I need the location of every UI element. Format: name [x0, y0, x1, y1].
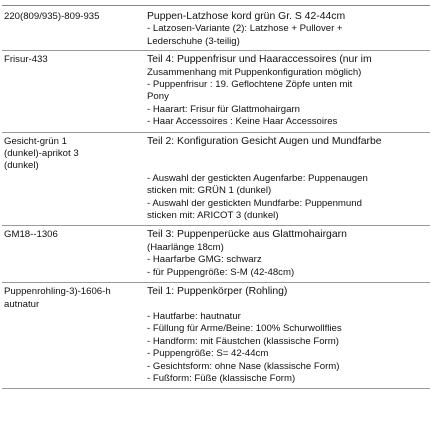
- article-code-line: autnatur: [4, 298, 40, 310]
- article-code-line: Puppenrohling-3)-1606-h: [4, 286, 111, 298]
- article-code-cell: [2, 54, 145, 128]
- article-code-cell: [2, 286, 145, 385]
- description-line: - Latzosen-Variante (2): Latzhose + Pullover +: [147, 23, 343, 35]
- description-line: - Haar Accessoires : Keine Haar Accessoires: [147, 116, 338, 128]
- description-line: - Haarart: Frisur für Glattmohairgarn: [147, 103, 301, 115]
- description-line: Teil 4: Puppenfrisur und Haaraccessoires (nur im: [147, 54, 372, 66]
- article-code-line: (dunkel)-aprikot 3: [4, 148, 79, 160]
- description-cell: [145, 11, 430, 48]
- description-line: Teil 2: Konfiguration Gesicht Augen und Mundfarbe: [147, 135, 382, 147]
- description-line: - Puppengröße: S= 42-44cm: [147, 348, 269, 360]
- description-line: - Handform: mit Fäustchen (klassische Form): [147, 335, 339, 347]
- description-line: - Puppenfrisur : 19. Geflochtene Zöpfe unten mit: [147, 79, 353, 91]
- article-code-line: GM18--1306: [4, 229, 58, 241]
- article-code-line: (dunkel): [4, 160, 39, 172]
- description-line: Teil 1: Puppenkörper (Rohling): [147, 286, 288, 298]
- description-cell: [145, 54, 430, 128]
- description-cell: [145, 229, 430, 279]
- description-line: - Auswahl der gestickten Augenfarbe: Puppenaugen: [147, 172, 368, 184]
- description-line: Lederschuhe (3-teilig): [147, 35, 240, 47]
- table-row: [2, 283, 430, 389]
- description-line: - für Puppengröße: S-M (42-48cm): [147, 266, 295, 278]
- description-line: - Hautfarbe: hautnatur: [147, 310, 241, 322]
- article-code-cell: [2, 11, 145, 48]
- article-code-cell: [2, 229, 145, 279]
- description-cell: [145, 136, 430, 223]
- description-line: - Haarfarbe GMG: schwarz: [147, 254, 262, 266]
- article-code-line: Frisur-433: [4, 54, 48, 66]
- article-code-line: 220(809/935)-809-935: [4, 11, 100, 22]
- order-items-table: [2, 0, 430, 389]
- description-cell: [145, 286, 430, 385]
- description-line: - Fußform: Füße (klassische Form): [147, 372, 296, 384]
- table-row: [2, 133, 430, 227]
- description-line: [147, 160, 428, 172]
- article-code-cell: [2, 136, 145, 223]
- description-line: - Auswahl der gestickten Mundfarbe: Puppenmund: [147, 197, 362, 209]
- description-line: Pony: [147, 91, 169, 103]
- description-line: - Füllung für Arme/Beine: 100% Schurwollflies: [147, 323, 342, 335]
- article-code-line: Gesicht-grün 1: [4, 135, 67, 147]
- description-line: Puppen-Latzhose kord grün Gr. S 42-44cm: [147, 11, 346, 22]
- description-line: sticken mit: ARICOT 3 (dunkel): [147, 210, 279, 222]
- description-line: - Gesichtsform: ohne Nase (klassische Form): [147, 360, 340, 372]
- description-line: [147, 299, 428, 311]
- description-line: sticken mit: GRÜN 1 (dunkel): [147, 185, 272, 197]
- table-row: [2, 51, 430, 132]
- description-line: (Haarlänge 18cm): [147, 241, 224, 253]
- description-line: Teil 3: Puppenperücke aus Glattmohairgarn: [147, 229, 347, 241]
- table-row: [2, 226, 430, 283]
- table-row: [2, 0, 430, 51]
- description-line: Zusammenhang mit Puppenkonfiguration möglich): [147, 66, 362, 78]
- description-line: [147, 148, 428, 160]
